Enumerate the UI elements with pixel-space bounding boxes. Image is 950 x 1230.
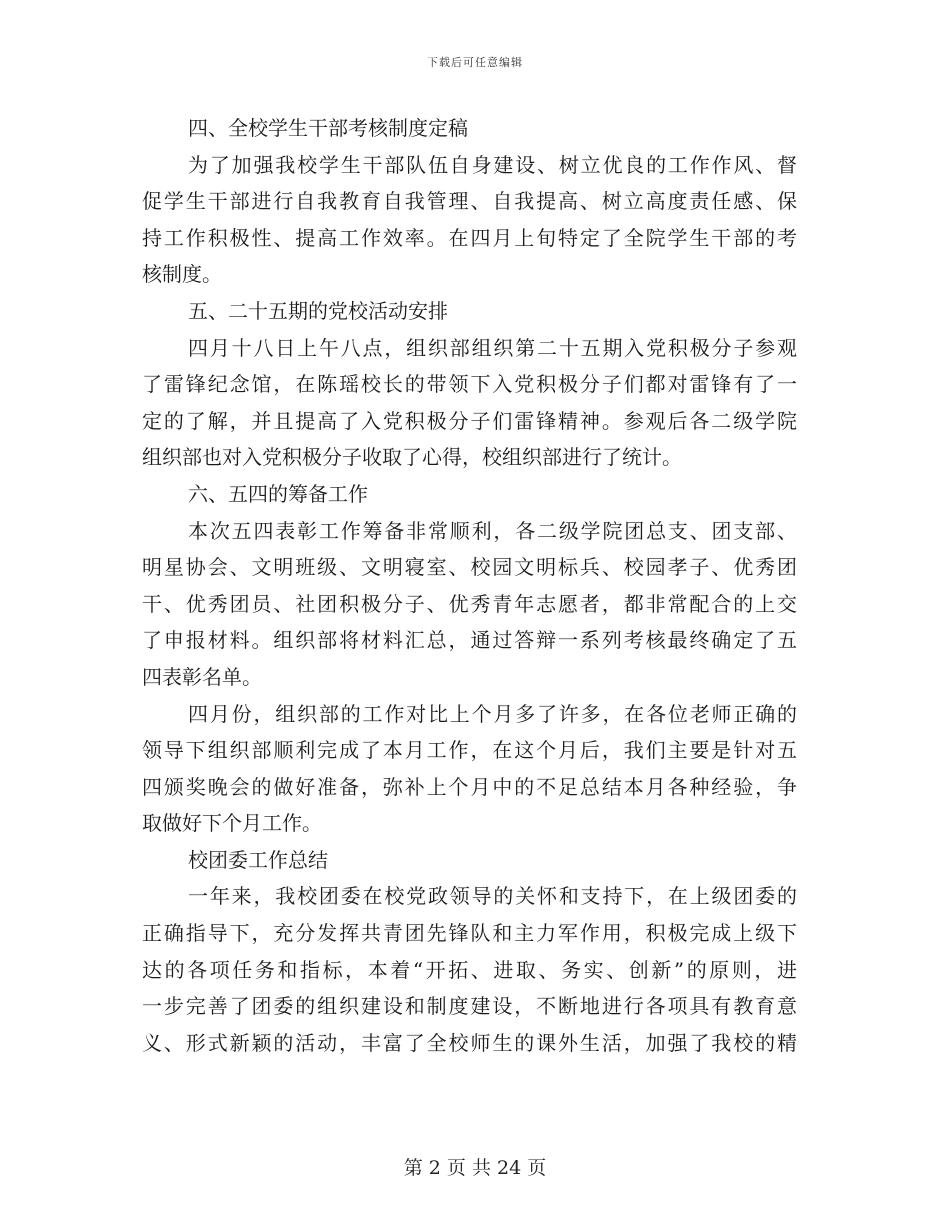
text-line: 四表彰名单。 <box>142 664 262 689</box>
text-line: 一年来，我校团委在校党政领导的关怀和支持下，在上级团委的 <box>188 884 797 909</box>
text-line: 义、形式新颖的活动，丰富了全校师生的课外生活，加强了我校的精 <box>142 1030 797 1055</box>
text-line: 促学生干部进行自我教育自我管理、自我提高、树立高度责任感、保 <box>142 189 797 214</box>
page-number-footer: 第 2 页 共 24 页 <box>403 1157 547 1179</box>
text-line: 干、优秀团员、社团积极分子、优秀青年志愿者，都非常配合的上交 <box>142 591 797 616</box>
text-line: 定的了解，并且提高了入党积极分子们雷锋精神。参观后各二级学院 <box>142 408 797 433</box>
text-line: 了雷锋纪念馆，在陈瑶校长的带领下入党积极分子们都对雷锋有了一 <box>142 372 797 397</box>
text-line: 四月份，组织部的工作对比上个月多了许多，在各位老师正确的 <box>188 701 797 726</box>
text-line: 四月十八日上午八点，组织部组织第二十五期入党积极分子参观 <box>188 335 797 360</box>
text-line: 六、五四的筹备工作 <box>188 481 368 506</box>
text-line: 取做好下个月工作。 <box>142 811 322 836</box>
text-line: 校团委工作总结 <box>188 847 328 872</box>
text-line: 四颁奖晚会的做好准备，弥补上个月中的不足总结本月各种经验，争 <box>142 774 797 799</box>
text-line: 本次五四表彰工作筹备非常顺利，各二级学院团总支、团支部、 <box>188 518 797 543</box>
text-line: 四、全校学生干部考核制度定稿 <box>188 116 468 140</box>
text-line: 明星协会、文明班级、文明寝室、校园文明标兵、校园孝子、优秀团 <box>142 555 797 580</box>
text-line: 领导下组织部顺利完成了本月工作，在这个月后，我们主要是针对五 <box>142 738 797 763</box>
text-line: 达的各项任务和指标，本着“开拓、进取、务实、创新”的原则，进 <box>142 957 797 982</box>
text-line: 持工作积极性、提高工作效率。在四月上旬特定了全院学生干部的考 <box>142 225 797 250</box>
text-line: 核制度。 <box>142 262 222 287</box>
text-line: 五、二十五期的党校活动安排 <box>188 298 448 323</box>
document-body <box>142 110 797 1061</box>
text-line: 为了加强我校学生干部队伍自身建设、树立优良的工作作风、督 <box>188 152 797 177</box>
download-note-header: 下载后可任意编辑 <box>427 56 523 69</box>
text-line: 组织部也对入党积极分子收取了心得，校组织部进行了统计。 <box>142 445 682 470</box>
text-line: 一步完善了团委的组织建设和制度建设，不断地进行各项具有教育意 <box>142 994 797 1019</box>
text-line: 正确指导下，充分发挥共青团先锋队和主力军作用，积极完成上级下 <box>142 921 797 946</box>
text-line: 了申报材料。组织部将材料汇总，通过答辩一系列考核最终确定了五 <box>142 628 797 653</box>
